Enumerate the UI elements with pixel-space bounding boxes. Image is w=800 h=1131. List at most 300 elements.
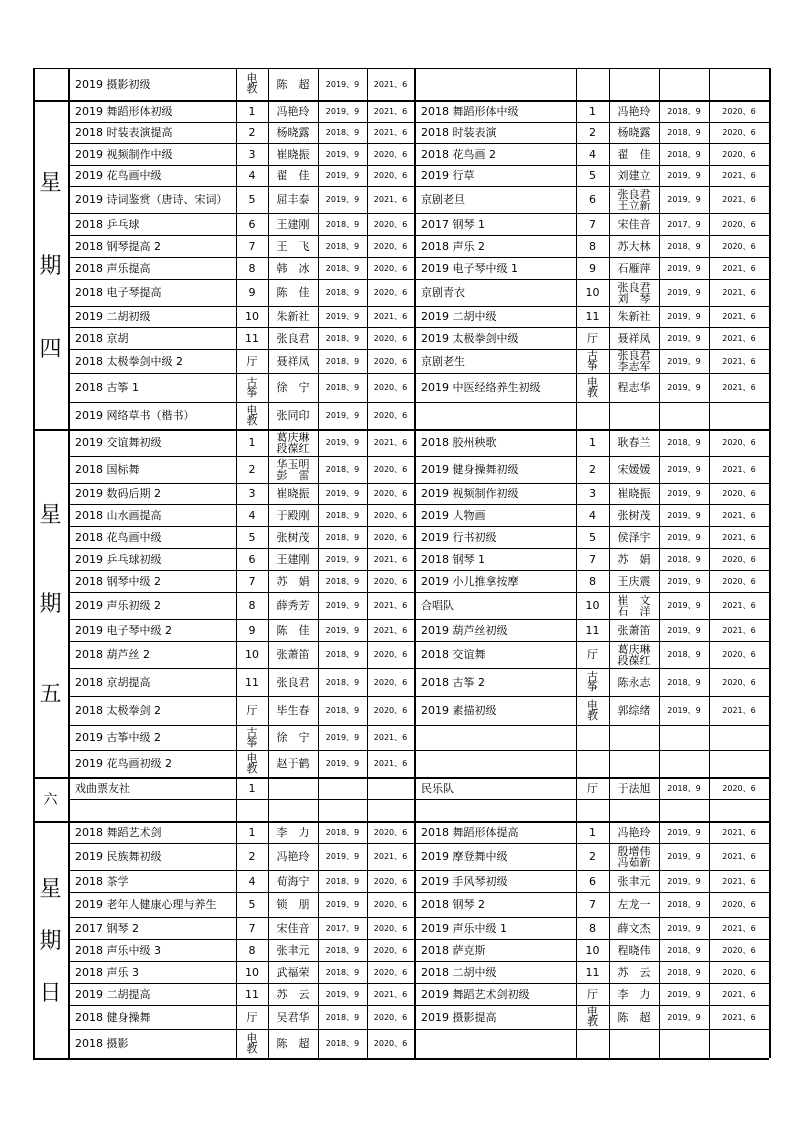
course-course: 2018 萨克斯 bbox=[421, 943, 486, 957]
course-room: 8 bbox=[589, 574, 596, 588]
course-room: 古 筝 bbox=[246, 375, 258, 399]
course-start: 2018、9 bbox=[325, 1012, 360, 1022]
course-start: 2018、9 bbox=[667, 783, 701, 793]
course-teacher: 耿春兰 bbox=[617, 436, 651, 449]
course-course: 2018 古筝 2 bbox=[421, 675, 485, 689]
course-room: 电 教 bbox=[587, 1005, 598, 1028]
course-teacher: 苏 云 bbox=[617, 965, 651, 979]
course-end: 2020、6 bbox=[373, 241, 408, 251]
course-teacher: 杨晓露 bbox=[617, 126, 651, 139]
course-teacher: 华玉明 彭 雷 bbox=[276, 457, 310, 482]
course-end: 2021、6 bbox=[373, 195, 408, 204]
course-end: 2020、6 bbox=[373, 171, 408, 180]
course-course: 2019 视频制作初级 bbox=[421, 487, 519, 500]
course-room: 9 bbox=[248, 286, 256, 299]
course-teacher: 苏大林 bbox=[617, 239, 651, 253]
course-teacher: 翟 佳 bbox=[617, 147, 651, 161]
course-room: 电 教 bbox=[246, 403, 258, 427]
course-teacher: 薛秀芳 bbox=[276, 599, 310, 612]
course-room: 8 bbox=[589, 921, 596, 935]
course-course: 2018 国标舞 bbox=[75, 463, 140, 476]
course-course: 2019 数码后期 2 bbox=[75, 487, 161, 500]
course-course: 2019 素描初级 bbox=[421, 704, 497, 717]
course-teacher: 王建刚 bbox=[276, 552, 310, 566]
course-end: 2021、6 bbox=[722, 923, 756, 933]
course-room: 厅 bbox=[246, 704, 258, 717]
course-end: 2021、6 bbox=[373, 438, 408, 447]
course-room: 厅 bbox=[246, 1010, 258, 1024]
course-end: 2020、6 bbox=[722, 783, 756, 793]
course-teacher: 聂祥凤 bbox=[276, 354, 310, 368]
course-start: 2019、9 bbox=[325, 79, 360, 89]
course-end: 2021、6 bbox=[722, 625, 756, 635]
course-teacher: 陈 超 bbox=[617, 1010, 651, 1024]
course-room: 5 bbox=[248, 530, 256, 544]
course-room: 8 bbox=[248, 261, 256, 275]
day-label-char: 星 bbox=[39, 876, 62, 902]
course-course: 2019 乒乓球初级 bbox=[75, 552, 162, 566]
course-teacher: 王庆震 bbox=[617, 574, 651, 588]
course-room: 11 bbox=[585, 965, 600, 979]
course-teacher: 张萧笛 bbox=[276, 648, 310, 661]
course-teacher: 张树茂 bbox=[276, 530, 310, 544]
course-end: 2021、6 bbox=[722, 288, 756, 297]
course-start: 2019、9 bbox=[667, 852, 701, 861]
course-teacher: 张树茂 bbox=[617, 508, 651, 522]
course-teacher: 武福荣 bbox=[276, 965, 310, 979]
course-end: 2021、6 bbox=[373, 733, 408, 742]
course-start: 2019、9 bbox=[325, 312, 360, 321]
course-end: 2021、6 bbox=[722, 195, 756, 204]
course-course: 2019 花鸟画初级 2 bbox=[75, 757, 172, 770]
course-teacher: 冯艳玲 bbox=[276, 850, 310, 863]
course-start: 2019、9 bbox=[325, 601, 360, 610]
course-teacher: 宋佳音 bbox=[617, 217, 651, 231]
course-course: 2019 电子琴中级 1 bbox=[421, 261, 518, 275]
course-course: 2019 太极拳剑中级 bbox=[421, 331, 519, 345]
course-teacher: 于法旭 bbox=[617, 781, 651, 795]
course-course: 2018 健身操舞 bbox=[75, 1010, 151, 1024]
course-end: 2020、6 bbox=[373, 1039, 408, 1048]
course-room: 7 bbox=[589, 217, 596, 231]
course-room: 9 bbox=[248, 623, 256, 637]
course-course bbox=[68, 799, 236, 821]
course-room: 11 bbox=[245, 675, 259, 689]
course-end: 2021、6 bbox=[722, 356, 756, 366]
course-room: 10 bbox=[245, 310, 259, 323]
course-start: 2018、9 bbox=[667, 967, 701, 977]
course-start: 2019、9 bbox=[667, 263, 701, 273]
course-room: 10 bbox=[245, 648, 259, 661]
course-course: 2018 舞蹈形体提高 bbox=[421, 825, 519, 839]
course-end: 2021、6 bbox=[722, 852, 756, 861]
day-label-char: 星 bbox=[39, 503, 62, 529]
day-label-char: 五 bbox=[39, 681, 62, 707]
course-room: 9 bbox=[589, 261, 596, 275]
course-start: 2019、9 bbox=[667, 1012, 701, 1022]
course-start: 2018、9 bbox=[325, 356, 360, 366]
course-teacher: 葛庆琳 段葆红 bbox=[617, 642, 651, 667]
course-end: 2020、6 bbox=[373, 576, 408, 586]
course-course: 戏曲票友社 bbox=[75, 781, 130, 795]
course-teacher: 张良君 bbox=[276, 675, 310, 689]
course-course: 2018 摄影 bbox=[75, 1037, 129, 1050]
course-room: 2 bbox=[248, 126, 256, 139]
course-start: 2018、9 bbox=[325, 532, 360, 542]
course-teacher: 张聿元 bbox=[617, 874, 651, 888]
course-end: 2021、6 bbox=[722, 465, 756, 474]
course-teacher: 王建刚 bbox=[276, 217, 310, 231]
course-start: 2018、9 bbox=[325, 706, 360, 715]
course-start: 2019、9 bbox=[325, 489, 360, 498]
course-room: 4 bbox=[248, 169, 256, 182]
course-start: 2019、9 bbox=[325, 106, 360, 116]
course-end: 2020、6 bbox=[722, 945, 756, 955]
course-end: 2020、6 bbox=[373, 706, 408, 715]
course-end: 2021、6 bbox=[373, 79, 408, 89]
course-room: 5 bbox=[589, 530, 596, 544]
course-room: 厅 bbox=[246, 354, 258, 368]
course-course: 2019 摩登舞中级 bbox=[421, 850, 508, 863]
course-end: 2021、6 bbox=[722, 706, 756, 715]
course-teacher: 侯泽宇 bbox=[617, 530, 651, 544]
course-course: 2019 电子琴中级 2 bbox=[75, 623, 172, 637]
course-start: 2018、9 bbox=[325, 576, 360, 586]
course-start: 2019、9 bbox=[667, 876, 701, 886]
course-end: 2021、6 bbox=[722, 333, 756, 343]
course-course: 民乐队 bbox=[421, 781, 454, 795]
course-room: 古 筝 bbox=[587, 670, 598, 693]
course-end: 2020、6 bbox=[722, 241, 756, 251]
course-room bbox=[576, 799, 609, 821]
course-teacher: 苏 云 bbox=[276, 987, 310, 1001]
course-course: 2018 舞蹈形体中级 bbox=[421, 104, 519, 118]
course-end: 2021、6 bbox=[722, 876, 756, 886]
course-room: 1 bbox=[589, 436, 596, 449]
course-course: 2018 京胡提高 bbox=[75, 675, 151, 689]
course-room: 4 bbox=[589, 147, 596, 161]
course-course: 2018 胶州秧歌 bbox=[421, 436, 497, 449]
course-end: 2020、6 bbox=[373, 532, 408, 542]
course-course: 2018 京胡 bbox=[75, 331, 129, 345]
course-course: 2019 行草 bbox=[421, 169, 475, 182]
course-teacher: 张萧笛 bbox=[617, 623, 651, 637]
day-label-char: 期 bbox=[39, 254, 62, 279]
course-room: 4 bbox=[248, 508, 256, 522]
course-teacher: 毕生春 bbox=[276, 704, 310, 717]
course-start: 2019、9 bbox=[325, 438, 360, 447]
course-end: 2021、6 bbox=[373, 759, 408, 768]
course-end: 2020、6 bbox=[373, 149, 408, 159]
course-room: 6 bbox=[589, 193, 596, 206]
course-teacher: 冯艳玲 bbox=[276, 104, 310, 118]
course-room: 2 bbox=[248, 463, 256, 476]
course-teacher: 冯艳玲 bbox=[617, 104, 651, 118]
course-end: 2021、6 bbox=[722, 510, 756, 520]
course-end: 2021、6 bbox=[373, 601, 408, 610]
course-course: 2019 视频制作中级 bbox=[75, 147, 173, 161]
course-teacher: 程晓伟 bbox=[617, 943, 651, 957]
course-start: 2019、9 bbox=[325, 989, 360, 999]
course-course: 2019 二胡初级 bbox=[75, 310, 151, 323]
course-room: 1 bbox=[248, 825, 256, 839]
course-start: 2019、9 bbox=[667, 195, 701, 204]
course-room: 厅 bbox=[587, 987, 598, 1001]
course-start: 2017、9 bbox=[325, 923, 360, 933]
course-course: 2018 茶学 bbox=[75, 874, 129, 888]
course-end: 2021、6 bbox=[722, 532, 756, 542]
course-end: 2021、6 bbox=[722, 827, 756, 837]
course-teacher: 薛文杰 bbox=[617, 921, 651, 935]
course-course: 2018 二胡中级 bbox=[421, 965, 497, 979]
course-teacher: 聂祥凤 bbox=[617, 331, 651, 345]
course-room: 1 bbox=[248, 436, 256, 449]
course-room: 厅 bbox=[587, 648, 598, 661]
course-end: 2020、6 bbox=[373, 333, 408, 343]
course-end: 2021、6 bbox=[373, 625, 408, 635]
course-course: 2019 古筝中级 2 bbox=[75, 731, 161, 744]
course-course: 2019 二胡提高 bbox=[75, 987, 151, 1001]
course-course: 2019 葫芦丝初级 bbox=[421, 623, 508, 637]
course-room: 11 bbox=[245, 331, 259, 345]
course-teacher: 朱新社 bbox=[276, 310, 310, 323]
course-end bbox=[367, 777, 414, 799]
course-teacher: 徐 宁 bbox=[276, 381, 310, 394]
course-end: 2020、6 bbox=[373, 876, 408, 886]
course-end: 2020、6 bbox=[722, 149, 756, 159]
course-teacher: 张良君 bbox=[276, 331, 310, 345]
course-teacher: 李 力 bbox=[276, 825, 310, 839]
course-room: 3 bbox=[248, 487, 256, 500]
course-end: 2020、6 bbox=[373, 923, 408, 933]
day-label bbox=[33, 429, 68, 777]
course-end: 2020、6 bbox=[373, 411, 408, 420]
course-teacher: 刘建立 bbox=[617, 169, 651, 182]
course-start: 2018、9 bbox=[325, 465, 360, 474]
course-room: 11 bbox=[585, 623, 600, 637]
course-room: 厅 bbox=[587, 331, 598, 345]
course-start: 2018、9 bbox=[325, 263, 360, 273]
course-course: 2018 太极拳剑 2 bbox=[75, 704, 161, 717]
course-teacher: 程志华 bbox=[617, 381, 651, 394]
course-start: 2018、9 bbox=[667, 677, 701, 687]
course-course: 2018 交谊舞 bbox=[421, 648, 486, 661]
course-room: 3 bbox=[589, 487, 596, 500]
course-teacher: 陈永志 bbox=[617, 675, 651, 689]
day-label-char: 期 bbox=[39, 928, 62, 954]
course-course: 2018 葫芦丝 2 bbox=[75, 648, 150, 661]
course-end bbox=[367, 799, 414, 821]
course-start: 2018、9 bbox=[325, 876, 360, 886]
course-course: 2019 摄影初级 bbox=[75, 77, 151, 91]
course-room: 电 教 bbox=[246, 1031, 258, 1055]
day-label: 六 bbox=[43, 792, 58, 808]
course-course: 2019 手风琴初级 bbox=[421, 874, 508, 888]
course-course: 2018 花鸟画 2 bbox=[421, 147, 496, 161]
day-label-char: 四 bbox=[39, 337, 62, 362]
course-room: 10 bbox=[585, 286, 600, 299]
course-start bbox=[318, 799, 367, 821]
course-course: 2017 钢琴 2 bbox=[75, 921, 139, 935]
day-label-char: 期 bbox=[39, 592, 62, 618]
course-end: 2020、6 bbox=[722, 128, 756, 137]
course-start: 2019、9 bbox=[325, 759, 360, 768]
course-start: 2018、9 bbox=[667, 650, 701, 659]
course-end: 2020、6 bbox=[373, 967, 408, 977]
course-course: 2019 舞蹈形体初级 bbox=[75, 104, 173, 118]
course-teacher: 张良君 王立新 bbox=[617, 187, 651, 212]
course-teacher: 陈 佳 bbox=[276, 286, 310, 299]
course-teacher: 宋媛媛 bbox=[617, 463, 651, 476]
course-end: 2020、6 bbox=[373, 465, 408, 474]
course-room: 7 bbox=[248, 574, 256, 588]
course-end: 2021、6 bbox=[373, 128, 408, 137]
course-room: 7 bbox=[589, 552, 596, 566]
course-start: 2018、9 bbox=[667, 128, 701, 137]
course-end: 2020、6 bbox=[722, 677, 756, 687]
course-teacher: 张聿元 bbox=[276, 943, 310, 957]
course-start: 2018、9 bbox=[325, 1039, 360, 1048]
course-teacher: 崔晓振 bbox=[276, 487, 310, 500]
course-start: 2019、9 bbox=[667, 625, 701, 635]
course-course: 2018 时装表演提高 bbox=[75, 126, 173, 139]
course-teacher: 徐 宁 bbox=[276, 731, 310, 744]
course-room: 10 bbox=[585, 599, 600, 612]
course-start: 2018、9 bbox=[325, 650, 360, 659]
course-course: 2018 山水画提高 bbox=[75, 508, 162, 522]
course-room: 6 bbox=[248, 552, 256, 566]
course-course: 2018 钢琴 1 bbox=[421, 552, 485, 566]
day-label bbox=[33, 100, 68, 429]
course-end: 2020、6 bbox=[373, 383, 408, 392]
course-course: 2019 摄影提高 bbox=[421, 1010, 497, 1024]
course-end: 2020、6 bbox=[373, 356, 408, 366]
course-room: 古 筝 bbox=[587, 349, 598, 372]
course-course: 2017 钢琴 1 bbox=[421, 217, 485, 231]
course-course: 京剧老生 bbox=[421, 354, 465, 368]
course-start: 2019、9 bbox=[667, 532, 701, 542]
course-teacher: 韩 冰 bbox=[276, 261, 310, 275]
course-end: 2021、6 bbox=[373, 106, 408, 116]
course-end: 2021、6 bbox=[722, 312, 756, 321]
course-teacher: 张良君 李志军 bbox=[617, 349, 651, 373]
course-room: 6 bbox=[248, 217, 256, 231]
course-start: 2018、9 bbox=[325, 827, 360, 837]
course-start: 2018、9 bbox=[667, 149, 701, 159]
course-room: 古 筝 bbox=[246, 725, 258, 749]
course-course: 2018 钢琴提高 2 bbox=[75, 239, 161, 253]
course-end: 2021、6 bbox=[722, 1012, 756, 1022]
course-course: 2018 太极拳剑中级 2 bbox=[75, 354, 183, 368]
course-teacher: 郭综绪 bbox=[617, 704, 651, 717]
course-start: 2018、9 bbox=[325, 677, 360, 687]
course-start: 2018、9 bbox=[667, 554, 701, 564]
course-course: 2019 声乐初级 2 bbox=[75, 599, 161, 612]
course-room: 电 教 bbox=[246, 72, 258, 95]
course-room: 8 bbox=[248, 943, 256, 957]
course-room: 5 bbox=[248, 898, 256, 911]
course-teacher: 朱新社 bbox=[617, 310, 651, 323]
course-teacher: 苏 娟 bbox=[617, 552, 651, 566]
course-teacher: 赵于鹤 bbox=[276, 757, 310, 770]
course-end: 2021、6 bbox=[373, 312, 408, 321]
course-teacher: 陈 超 bbox=[276, 77, 310, 91]
course-end: 2020、6 bbox=[373, 489, 408, 498]
course-room: 2 bbox=[589, 463, 596, 476]
course-room: 7 bbox=[589, 898, 596, 911]
course-end: 2020、6 bbox=[373, 945, 408, 955]
course-course: 2018 钢琴中级 2 bbox=[75, 574, 161, 588]
course-room: 5 bbox=[248, 193, 256, 206]
course-start: 2018、9 bbox=[325, 128, 360, 137]
course-start: 2019、9 bbox=[667, 706, 701, 715]
day-label-char: 日 bbox=[39, 981, 62, 1007]
course-teacher: 杨晓露 bbox=[276, 126, 310, 139]
course-room: 1 bbox=[248, 781, 256, 795]
course-start: 2018、9 bbox=[325, 967, 360, 977]
course-teacher bbox=[268, 777, 318, 799]
course-teacher: 陈 佳 bbox=[276, 623, 310, 637]
course-course: 2018 舞蹈艺术剑 bbox=[75, 825, 162, 839]
course-room: 2 bbox=[248, 850, 256, 863]
course-course: 2019 舞蹈艺术剑初级 bbox=[421, 987, 530, 1001]
course-teacher: 殷增伟 冯茹新 bbox=[617, 844, 651, 869]
course-room: 4 bbox=[589, 508, 596, 522]
course-start: 2019、9 bbox=[667, 312, 701, 321]
course-room: 11 bbox=[245, 987, 259, 1001]
course-end: 2021、6 bbox=[373, 852, 408, 861]
course-teacher bbox=[609, 799, 659, 821]
course-room: 8 bbox=[589, 239, 596, 253]
course-teacher: 荀海宁 bbox=[276, 874, 310, 888]
course-room: 电 教 bbox=[587, 698, 598, 722]
course-room: 厅 bbox=[587, 781, 598, 795]
course-room: 6 bbox=[589, 874, 596, 888]
course-teacher: 冯艳玲 bbox=[617, 825, 651, 839]
course-course: 2019 诗词鉴赏（唐诗、宋词） bbox=[75, 193, 228, 206]
course-teacher: 左龙一 bbox=[617, 898, 651, 911]
course-start: 2019、9 bbox=[667, 333, 701, 343]
schedule-table bbox=[33, 68, 769, 1086]
course-course: 2018 声乐中级 3 bbox=[75, 943, 161, 957]
course-course: 2019 中医经络养生初级 bbox=[421, 381, 541, 394]
course-start: 2018、9 bbox=[325, 945, 360, 955]
course-room: 电 教 bbox=[246, 751, 258, 775]
course-start bbox=[318, 777, 367, 799]
course-end: 2020、6 bbox=[373, 219, 408, 229]
course-course: 2019 小儿推拿按摩 bbox=[421, 574, 519, 588]
course-start: 2018、9 bbox=[325, 510, 360, 520]
course-course: 2019 花鸟画中级 bbox=[75, 169, 162, 182]
course-start: 2018、9 bbox=[325, 383, 360, 392]
course-course: 2018 古筝 1 bbox=[75, 381, 139, 394]
course-teacher: 崔 文 石 洋 bbox=[617, 593, 651, 618]
course-teacher: 吴君华 bbox=[276, 1010, 310, 1024]
course-start: 2018、9 bbox=[667, 106, 701, 116]
course-teacher: 翟 佳 bbox=[276, 169, 310, 182]
course-start: 2019、9 bbox=[325, 149, 360, 159]
course-end: 2021、6 bbox=[722, 171, 756, 180]
course-teacher: 崔晓振 bbox=[617, 487, 651, 500]
course-end: 2020、6 bbox=[373, 677, 408, 687]
course-course: 合唱队 bbox=[421, 599, 454, 612]
course-start: 2019、9 bbox=[325, 195, 360, 204]
course-end: 2020、6 bbox=[373, 827, 408, 837]
course-room: 2 bbox=[589, 126, 596, 139]
course-start: 2019、9 bbox=[667, 827, 701, 837]
course-start: 2018、9 bbox=[667, 438, 701, 447]
course-start: 2019、9 bbox=[667, 465, 701, 474]
